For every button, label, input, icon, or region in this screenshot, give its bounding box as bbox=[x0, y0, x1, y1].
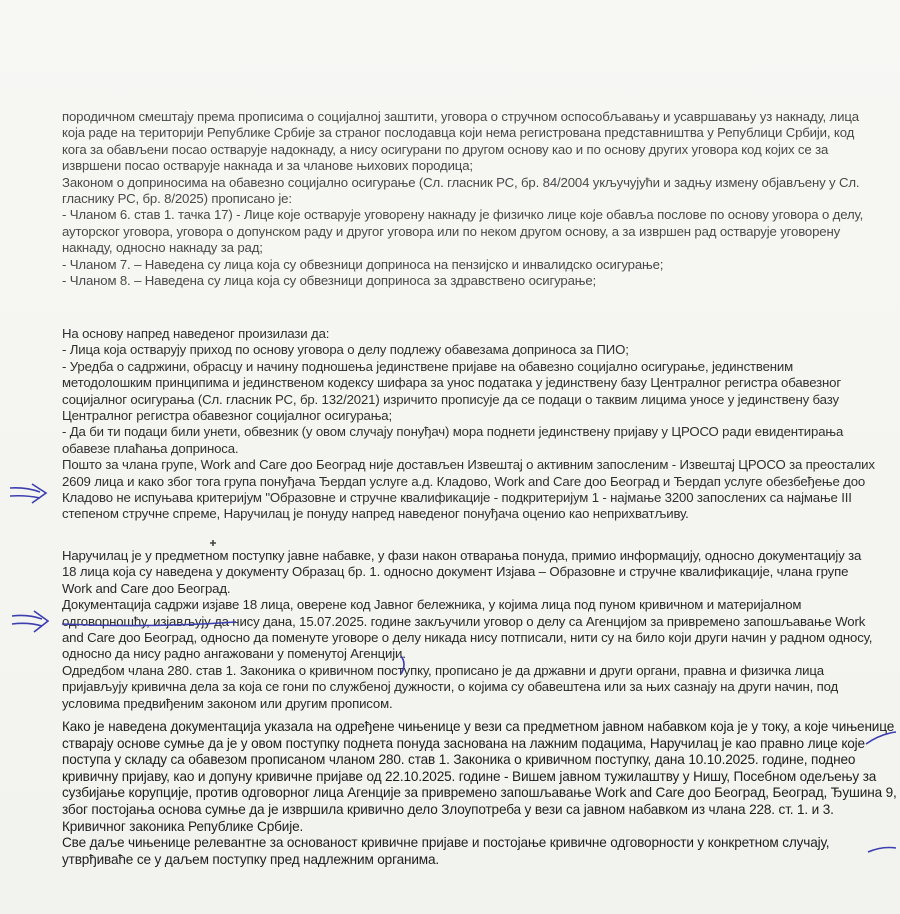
text-line: Све даље чињенице релевантне за основаност кривичне пријаве и постојање кривичне одговорности у конкретном случају, bbox=[62, 835, 830, 851]
text-line: методолошким принципима и јединственом кодексу шифара за унос података у јединствену базу Централног регистра обавезног bbox=[62, 375, 841, 391]
pen-bracket-mark bbox=[395, 654, 415, 676]
text-line: одговорношћу, изјављују да нису дана, 15.07.2025. године закључили уговор о делу са Агенцијом за привремено запошљавање Work bbox=[62, 613, 866, 629]
text-line: - Да би ти подаци били унети, обвезник (у овом случају понуђач) мора поднети јединствену пријаву у ЦРОСО ради евидентирања bbox=[62, 424, 844, 440]
text-line: односно да нису радно ангажовани у поменутој Агенцији. bbox=[62, 646, 406, 662]
text-line: Work and Care доо Београд. bbox=[62, 580, 231, 596]
pen-margin-mark bbox=[862, 728, 898, 750]
text-line: Како је наведена документација указала на одређене чињенице у вези са предметном јавном набавком која је у току, а које чињенице bbox=[62, 719, 895, 734]
paragraph-statements bbox=[62, 548, 894, 712]
text-line: 18 лица која су наведена у документу Образац бр. 1. односно документ Изјава – Образовне и стручне квалификације, члана групе bbox=[62, 564, 849, 580]
text-line: кога за обављени посао остварује надокнаду, а нису осигурани по другом основу као и по основу других уговора код којих се за bbox=[62, 141, 829, 157]
text-line: - Чланом 7. – Наведена су лица која су обвезници доприноса на пензијско и инвалидско осигурање; bbox=[62, 256, 664, 272]
paragraph-criminal-report bbox=[62, 719, 897, 868]
text-line: кривичну пријаву, као и допуну кривичне пријаве од 22.10.2025. године - Вишем јавном тужилаштву у Нишу, Посебном одељењу за bbox=[62, 768, 877, 784]
text-line: социјалног осигурања (Сл. гласник РС, бр. 132/2021) изричито прописује да се подаци о таквим лицима уносе у јединствену базу bbox=[62, 391, 839, 407]
pen-underline-mark bbox=[60, 616, 240, 630]
text-line: Законом о доприносима на обавезно социјално осигурање (Сл. гласник РС, бр. 84/2004 укључујући и задњу измену објављену у Сл. bbox=[62, 174, 860, 190]
text-line: Наручилац је у предметном поступку јавне набавке, у фази након отварања понуда, примио информацију, односно документацију за bbox=[62, 548, 862, 563]
text-line: накнаду, односно накнаду за рад; bbox=[62, 240, 263, 256]
text-line: гласнику РС, бр. 8/2025) прописано је: bbox=[62, 191, 292, 207]
text-line: - Уредба о садржини, обрасцу и начину подношења јединствене пријаве на обавезно социјално осигурање, јединственим bbox=[62, 358, 794, 374]
text-line: поступа у складу са обавезом прописаном чланом 280. став 1. Законика о кривичном поступку, дана 10.10.2025. године, поднео bbox=[62, 752, 856, 768]
text-line: - Чланом 8. – Наведена су лица која су обвезници доприноса за здравствено осигурање; bbox=[62, 273, 597, 289]
text-line: утврђиваће се у даљем поступку пред надлежним органима. bbox=[62, 851, 440, 867]
text-line: која раде на територији Републике Србије за страног послодавца који нема регистрована представништва у Републици Србији, код bbox=[62, 125, 855, 141]
text-line: степеном стручне спреме, Наручилац је понуду напред наведеног понуђача оценио као неприхватљиву. bbox=[62, 506, 689, 522]
text-line: због постојања основа сумње да је извршила кривично дело Злоупотреба у вези са јавном набавком из члана 228. ст. 1. и 3. bbox=[62, 801, 834, 817]
text-line: стварају основе сумње да је у овом поступку поднета понуда заснована на лажним подацима, Наручилац је као правно лице које bbox=[62, 735, 865, 751]
text-line: ауторског уговора, уговора о допунском раду и другог уговора или по неком другом основу, а за извршен рад остварује уговорену bbox=[62, 223, 841, 239]
pen-arrow-mark bbox=[8, 606, 58, 638]
text-line: Документација садржи изјаве 18 лица, оверене код Јавног бележника, у којима лица под пуном кривичном и материјалном bbox=[62, 597, 802, 613]
text-line: породичном смештају према прописима о социјалној заштити, уговора о стручном оспособљавању и усавршавању уз накнаду, лица bbox=[62, 109, 859, 124]
text-line: and Care доо Београд, односно да поменуте уговоре о делу никада нису потписали, нити су на било који други начин у радном односу, bbox=[62, 630, 873, 646]
text-line: - Лица која остварују приход по основу уговора о делу подлежу обавезама доприноса за ПИО; bbox=[62, 342, 629, 358]
text-line: 2609 лица и како због тога група понуђача Ђердап услуге а.д. Кладово, Work and Care доо Београд и Ђердап услуге обезбеђење доо bbox=[62, 473, 866, 489]
pen-dot-mark bbox=[208, 538, 218, 548]
text-line: условима предвиђеним законом или другим прописом. bbox=[62, 695, 393, 711]
pen-margin-mark bbox=[866, 838, 898, 858]
pen-arrow-mark bbox=[6, 478, 56, 508]
text-line: Одредбом члана 280. став 1. Законика о кривичном поступку, прописано је да државни и други органи, правна и физичка лица bbox=[62, 662, 824, 678]
text-line: пријављују кривична дела за која се гони по службеној дужности, о којима су обавештена или за њих сазнају на други начин, под bbox=[62, 679, 839, 695]
text-line: извршени посао остварује накнада и за чланове њихових породица; bbox=[62, 158, 473, 174]
paragraph-conclusion bbox=[62, 326, 894, 523]
text-line: обавезе плаћања доприноса. bbox=[62, 440, 239, 456]
text-line: - Чланом 6. став 1. тачка 17) - Лице које остварује уговорену накнаду је физичко лице које обавља послове по основу уговора о делу, bbox=[62, 207, 864, 223]
text-line: сузбијање корупције, против одговорног лица Агенције за привремено запошљавање Work and Care доо Београд, Београд, Ђушина 9, bbox=[62, 785, 897, 801]
text-line: Централног регистра обавезног социјалног осигурања; bbox=[62, 408, 392, 424]
text-line: Кривичног законика Републике Србије. bbox=[62, 818, 304, 834]
paragraph-contributions-law bbox=[62, 109, 894, 289]
text-line: Кладово не испуњава критеријум "Образовне и стручне квалификације - подкритеријум 1 - најмање 3200 запослених са најмање III bbox=[62, 490, 852, 506]
text-line: На основу напред наведеног произилази да: bbox=[62, 326, 330, 341]
text-line: Пошто за члана групе, Work and Care доо Београд није достављен Извештај о активним запосленим - Извештај ЦРОСО за преосталих bbox=[62, 457, 875, 473]
